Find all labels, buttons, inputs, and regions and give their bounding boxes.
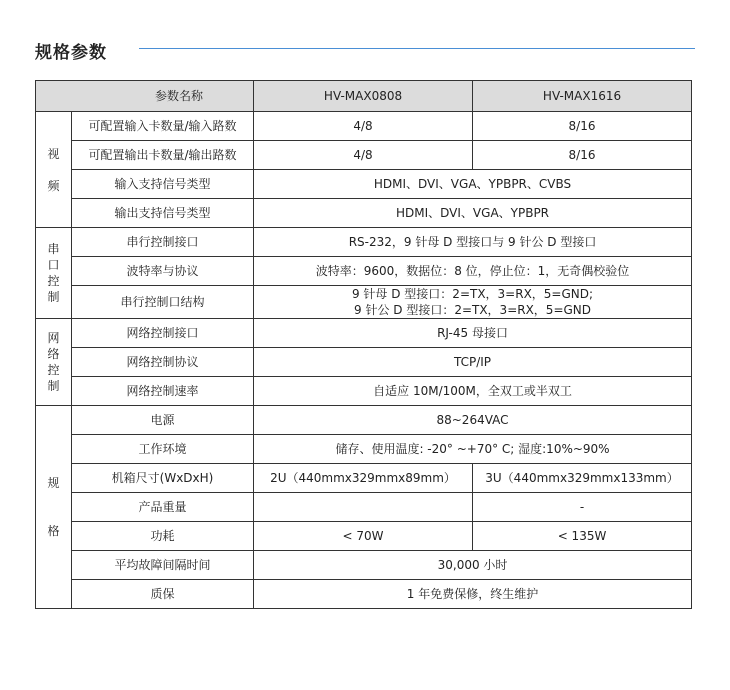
param-value-a — [254, 493, 473, 522]
param-value: 30,000 小时 — [254, 551, 692, 580]
param-value-a: < 70W — [254, 522, 473, 551]
param-name: 串行控制接口 — [72, 228, 254, 257]
group-serial-label — [36, 228, 72, 319]
group-char: 络 — [47, 347, 60, 361]
table-row — [36, 112, 692, 141]
table-row — [36, 435, 692, 464]
param-value-a: 4/8 — [254, 141, 473, 170]
table-row — [36, 377, 692, 406]
group-char: 控 — [47, 274, 60, 288]
param-name: 输出支持信号类型 — [72, 199, 254, 228]
param-value-b: 8/16 — [473, 141, 692, 170]
section-header — [35, 36, 695, 62]
param-name: 可配置输入卡数量/输入路数 — [72, 112, 254, 141]
param-value: 1 年免费保修，终生维护 — [254, 580, 692, 609]
param-name: 网络控制速率 — [72, 377, 254, 406]
group-char: 视 — [47, 146, 60, 161]
param-value-line: 9 针母 D 型接口：2=TX，3=RX，5=GND; — [351, 287, 594, 301]
param-name: 可配置输出卡数量/输出路数 — [72, 141, 254, 170]
param-name: 网络控制协议 — [72, 348, 254, 377]
param-value-a: 4/8 — [254, 112, 473, 141]
group-spec-label — [36, 406, 72, 609]
param-name: 工作环境 — [72, 435, 254, 464]
param-value: 88~264VAC — [254, 406, 692, 435]
param-value-b: 8/16 — [473, 112, 692, 141]
table-row — [36, 141, 692, 170]
param-name: 产品重量 — [72, 493, 254, 522]
table-row — [36, 580, 692, 609]
param-value: 储存、使用温度: -20° ~+70° C; 湿度:10%~90% — [254, 435, 692, 464]
param-name: 电源 — [72, 406, 254, 435]
group-char: 制 — [47, 379, 60, 393]
table-header-row — [36, 81, 692, 112]
param-value: 波特率：9600，数据位：8 位，停止位：1，无奇偶校验位 — [254, 257, 692, 286]
table-row — [36, 522, 692, 551]
param-value: TCP/IP — [254, 348, 692, 377]
param-name: 串行控制口结构 — [72, 286, 254, 319]
param-value-line: 9 针公 D 型接口：2=TX，3=RX，5=GND — [354, 303, 592, 317]
table-row — [36, 493, 692, 522]
table-row — [36, 464, 692, 493]
table-row — [36, 319, 692, 348]
group-char: 规 — [47, 476, 60, 490]
section-divider — [139, 48, 695, 49]
spec-table — [35, 80, 692, 609]
header-param-name: 参数名称 — [36, 81, 254, 112]
table-row — [36, 551, 692, 580]
param-name: 机箱尺寸(WxDxH) — [72, 464, 254, 493]
param-value: RS-232，9 针母 D 型接口与 9 针公 D 型接口 — [254, 228, 692, 257]
param-name: 平均故障间隔时间 — [72, 551, 254, 580]
param-value: RJ-45 母接口 — [254, 319, 692, 348]
param-value-b: - — [473, 493, 692, 522]
param-value: HDMI、DVI、VGA、YPBPR — [254, 199, 692, 228]
group-video-label — [36, 112, 72, 228]
section-title: 规格参数 — [35, 43, 107, 63]
group-char: 网 — [47, 331, 60, 345]
param-name: 波特率与协议 — [72, 257, 254, 286]
table-row — [36, 286, 692, 319]
param-name: 功耗 — [72, 522, 254, 551]
param-value: 自适应 10M/100M，全双工或半双工 — [254, 377, 692, 406]
group-char: 口 — [47, 258, 60, 272]
param-name: 输入支持信号类型 — [72, 170, 254, 199]
param-value — [254, 286, 692, 319]
table-row — [36, 170, 692, 199]
group-char: 串 — [47, 242, 60, 256]
group-char: 制 — [47, 290, 60, 304]
param-name: 质保 — [72, 580, 254, 609]
param-value-b: 3U（440mmx329mmx133mm） — [473, 464, 692, 493]
table-row — [36, 348, 692, 377]
group-network-label — [36, 319, 72, 406]
param-value-a: 2U（440mmx329mmx89mm） — [254, 464, 473, 493]
param-value-b: < 135W — [473, 522, 692, 551]
table-row — [36, 199, 692, 228]
header-model-b: HV-MAX1616 — [473, 81, 692, 112]
header-model-a: HV-MAX0808 — [254, 81, 473, 112]
table-row — [36, 257, 692, 286]
param-name: 网络控制接口 — [72, 319, 254, 348]
table-row — [36, 406, 692, 435]
param-value: HDMI、DVI、VGA、YPBPR、CVBS — [254, 170, 692, 199]
group-char: 控 — [47, 363, 60, 377]
group-char: 频 — [47, 178, 60, 193]
table-row — [36, 228, 692, 257]
group-char: 格 — [47, 524, 60, 538]
